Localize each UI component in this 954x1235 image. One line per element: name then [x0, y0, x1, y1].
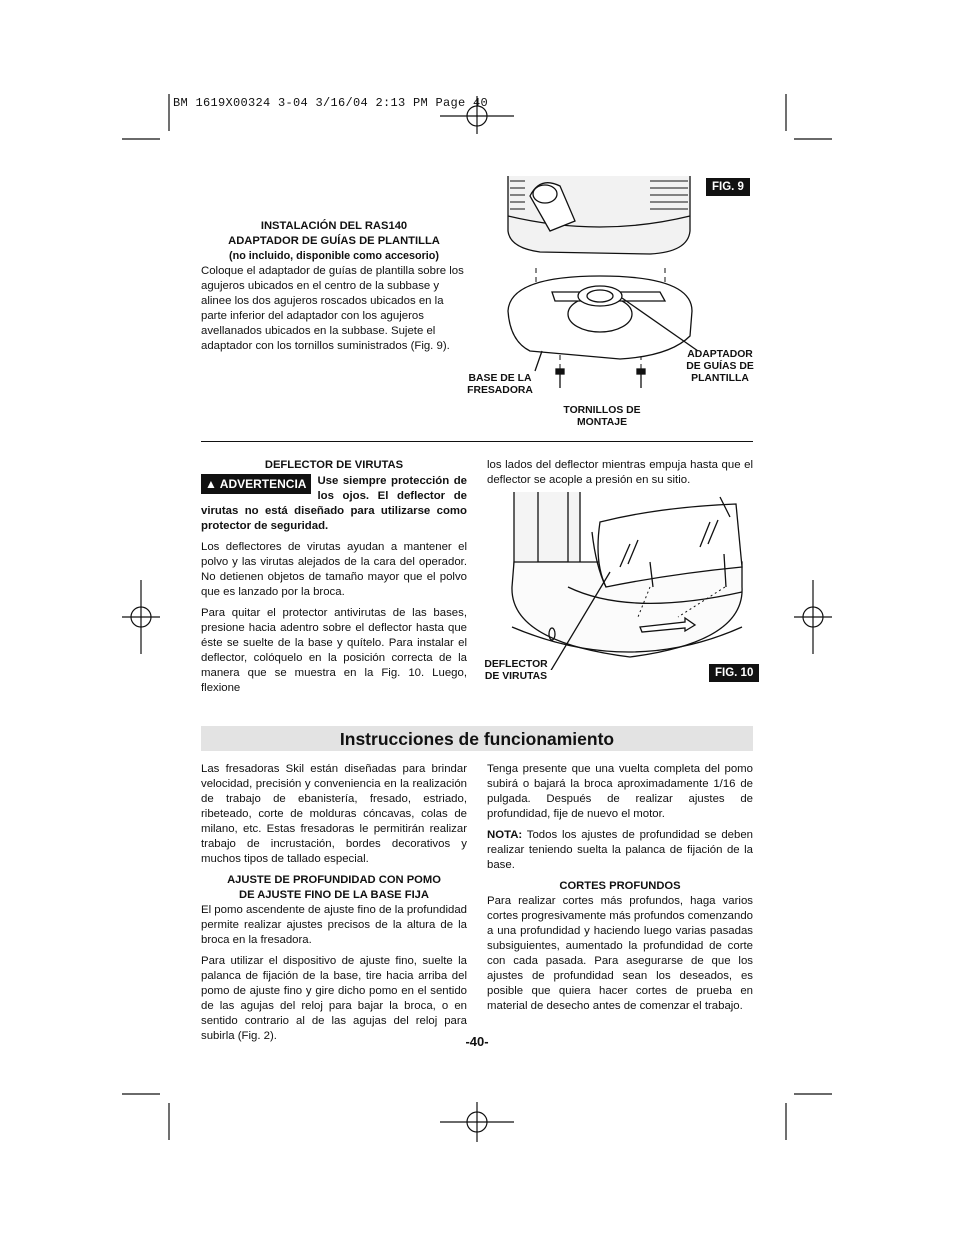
fig9-adapter-label-1: ADAPTADOR: [687, 349, 753, 360]
note-text: Todos los ajustes de profundidad se deben realizar teniendo suelta la palanca de fijación de la base.: [487, 829, 753, 871]
adjust-body: [201, 903, 467, 1044]
warning-label: ADVERTENCIA: [219, 477, 307, 491]
deflector-para-2: Para quitar el protector antivirutas de las bases, presione hacia adentro sobre el deflector hasta que éste se suelte de la base y quítelo. Para instalar el deflector, colóquelo en la posición correcta de la manera que se muestra en la Fig. 10. Luego, flexione: [201, 607, 467, 694]
ras140-title-1: INSTALACIÓN DEL RAS140: [260, 220, 408, 232]
warning-icon: ▲: [205, 477, 217, 491]
fig10-tag: FIG. 10: [709, 664, 759, 682]
fig9-illustration: [500, 176, 700, 396]
ras140-section: [201, 219, 467, 354]
adjust-para-2: Para utilizar el dispositivo de ajuste fino, suelte la palanca de fijación de la base, tire hacia arriba del pomo de ajuste fino y gire dicho pomo en el sentido de las agujas del reloj para bajar la broca, o en sentido contrario al de las agujas del reloj para subirla (Fig. 2).: [201, 955, 467, 1042]
deflector-para-2-continued: los lados del deflector mientras empuja hasta que el deflector se acople a presión en su sitio.: [487, 459, 753, 486]
warning-badge: [201, 474, 311, 494]
fig9-base-label: [466, 373, 534, 397]
ras140-title-3: (no incluido, disponible como accesorio): [229, 250, 439, 262]
adjust-title-2: DE AJUSTE FINO DE LA BASE FIJA: [238, 889, 429, 901]
fig9-base-label-2: FRESADORA: [467, 385, 533, 396]
deflector-para-1: Los deflectores de virutas ayudan a mantener el polvo y las virutas alejados de la cara del operador. No detienen objetos de tamaño mayor que el polvo que es lanzado por la broca.: [201, 541, 467, 598]
warning-text: Use siempre protección de los ojos. El deflector de virutas no está diseñado para utilizarse como protector de seguridad.: [201, 475, 467, 532]
adjust-para-1: El pomo ascendente de ajuste fino de la profundidad permite realizar ajustes precisos de la altura de la broca en la fresadora.: [201, 904, 467, 946]
section-divider: [201, 441, 753, 442]
operating-title: Instrucciones de funcionamiento: [201, 726, 753, 751]
note-label: NOTA:: [487, 829, 523, 841]
fig10-label-1: DEFLECTOR: [484, 659, 548, 670]
fig10-illustration: [510, 492, 750, 670]
right-body: [487, 762, 753, 873]
fig9-adapter-label: [686, 349, 754, 385]
operating-right-column: [487, 762, 753, 1014]
fig9-base-label-1: BASE DE LA: [468, 373, 532, 384]
ras140-body: Coloque el adaptador de guías de plantilla sobre los agujeros ubicados en el centro de la subbase y alinee los dos agujeros roscados ubicados en la parte inferior del adaptador con los agujeros avellanados ubicados en la subbase. Sujete el adaptador con los tornillos suministrados (Fig. 9).: [201, 265, 464, 352]
fig9-adapter-label-3: PLANTILLA: [691, 373, 749, 384]
fig9-screws-label-2: MONTAJE: [576, 417, 628, 428]
operating-intro: Las fresadoras Skil están diseñadas para brindar velocidad, precisión y conveniencia en la realización de trabajo de ebanistería, fresado, estriado, ribeteado, corte de molduras cóncavas, colas de milano, etc. Estas fresadoras le permitirán realizar trabajo de incrustación, bordes decorativos y muchos tipos de tallado especial.: [201, 763, 467, 865]
fig9-screws-label: [560, 405, 644, 429]
fig9-adapter-label-2: DE GUÍAS DE: [686, 361, 754, 372]
fig9-tag: FIG. 9: [706, 178, 750, 196]
operating-left-column: [201, 762, 467, 1050]
note-para: [487, 828, 753, 873]
deep-cuts-title: CORTES PROFUNDOS: [559, 880, 681, 892]
deflector-section: [201, 458, 467, 702]
adjust-title-1: AJUSTE DE PROFUNDIDAD CON POMO: [227, 874, 441, 886]
deep-cuts-body: Para realizar cortes más profundos, haga varios cortes progresivamente más profundos comenzando a una profundidad y haciendo luego varias pasadas subsiguientes, aumentado la profundidad de corte con cada pasada. Para asegurarse de que los ajustes de profundidad sean los deseados, es posible que quiera hacer cortes de prueba en material de desecho antes de comenzar el trabajo.: [487, 895, 753, 1012]
right-para-1: Tenga presente que una vuelta completa del pomo subirá o bajará la broca aproximadamente 1/16 de pulgada. Después de realizar ajustes de profundidad, fije de nuevo el motor.: [487, 763, 753, 820]
print-slug: BM 1619X00324 3-04 3/16/04 2:13 PM Page 40: [173, 96, 489, 110]
fig9-screws-label-1: TORNILLOS DE: [563, 405, 641, 416]
fig10-label: [482, 659, 550, 683]
page-number: -40-: [465, 1034, 489, 1049]
deflector-warning: [201, 474, 467, 534]
fig10-label-2: DE VIRUTAS: [484, 671, 548, 682]
deflector-title: DEFLECTOR DE VIRUTAS: [264, 459, 404, 471]
ras140-title-2: ADAPTADOR DE GUÍAS DE PLANTILLA: [228, 235, 440, 247]
deflector-body: [201, 540, 467, 696]
